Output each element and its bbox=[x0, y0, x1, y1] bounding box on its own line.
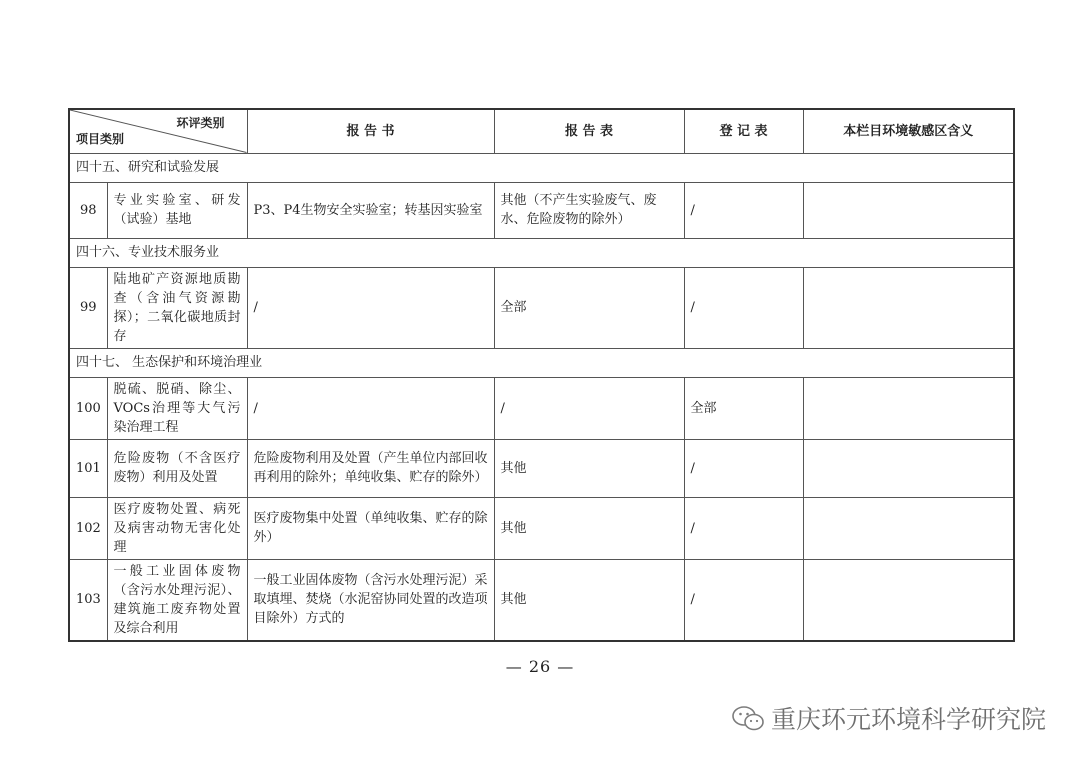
sensitive-area-cell bbox=[803, 439, 1014, 497]
col-header-report-book: 报 告 书 bbox=[247, 109, 494, 153]
row-number: 103 bbox=[69, 559, 107, 641]
wechat-icon bbox=[731, 705, 765, 731]
table-header-row bbox=[69, 109, 1014, 153]
report-book-cell: / bbox=[247, 267, 494, 348]
report-book-cell: P3、P4生物安全实验室；转基因实验室 bbox=[247, 182, 494, 238]
register-cell: / bbox=[684, 182, 803, 238]
project-category: 陆地矿产资源地质勘查（含油气资源勘探）；二氧化碳地质封存 bbox=[107, 267, 247, 348]
section-row-47 bbox=[69, 348, 1014, 377]
report-form-cell: 其他 bbox=[494, 439, 684, 497]
sensitive-area-cell bbox=[803, 267, 1014, 348]
diag-header-top: 环评类别 bbox=[176, 116, 225, 130]
project-category: 一般工业固体废物（含污水处理污泥）、建筑施工废弃物处置及综合利用 bbox=[107, 559, 247, 641]
register-cell: / bbox=[684, 267, 803, 348]
sensitive-area-cell bbox=[803, 182, 1014, 238]
table-row bbox=[69, 439, 1014, 497]
col-header-sensitive-area: 本栏目环境敏感区含义 bbox=[803, 109, 1014, 153]
report-form-cell: 全部 bbox=[494, 267, 684, 348]
report-form-cell: 其他 bbox=[494, 497, 684, 559]
row-number: 99 bbox=[69, 267, 107, 348]
sensitive-area-cell bbox=[803, 559, 1014, 641]
report-book-cell: / bbox=[247, 377, 494, 439]
report-form-cell: 其他 bbox=[494, 559, 684, 641]
section-title: 四十七、 生态保护和环境治理业 bbox=[69, 348, 1014, 377]
sensitive-area-cell bbox=[803, 377, 1014, 439]
register-cell: / bbox=[684, 497, 803, 559]
project-category: 脱硫、脱硝、除尘、VOCs治理等大气污染治理工程 bbox=[107, 377, 247, 439]
section-row-45 bbox=[69, 153, 1014, 182]
report-form-cell: / bbox=[494, 377, 684, 439]
register-cell: / bbox=[684, 559, 803, 641]
report-book-cell: 危险废物利用及处置（产生单位内部回收再利用的除外；单纯收集、贮存的除外） bbox=[247, 439, 494, 497]
diagonal-header-cell bbox=[69, 109, 247, 153]
row-number: 102 bbox=[69, 497, 107, 559]
sensitive-area-cell bbox=[803, 497, 1014, 559]
eia-classification-table bbox=[68, 108, 1015, 642]
row-number: 101 bbox=[69, 439, 107, 497]
project-category: 医疗废物处置、病死及病害动物无害化处理 bbox=[107, 497, 247, 559]
table-row bbox=[69, 377, 1014, 439]
section-title: 四十六、专业技术服务业 bbox=[69, 238, 1014, 267]
col-header-report-form: 报 告 表 bbox=[494, 109, 684, 153]
table-row bbox=[69, 267, 1014, 348]
register-cell: / bbox=[684, 439, 803, 497]
row-number: 100 bbox=[69, 377, 107, 439]
table-row bbox=[69, 497, 1014, 559]
page-number: — 26 — bbox=[505, 657, 575, 676]
project-category: 专业实验室、研发（试验）基地 bbox=[107, 182, 247, 238]
report-book-cell: 医疗废物集中处置（单纯收集、贮存的除外） bbox=[247, 497, 494, 559]
row-number: 98 bbox=[69, 182, 107, 238]
watermark bbox=[731, 700, 1046, 736]
report-book-cell: 一般工业固体废物（含污水处理污泥）采取填埋、焚烧（水泥窑协同处置的改造项目除外）方式的 bbox=[247, 559, 494, 641]
section-row-46 bbox=[69, 238, 1014, 267]
diag-header-bottom: 项目类别 bbox=[76, 131, 125, 146]
section-title: 四十五、研究和试验发展 bbox=[69, 153, 1014, 182]
report-form-cell: 其他（不产生实验废气、废水、危险废物的除外） bbox=[494, 182, 684, 238]
watermark-text: 重庆环元环境科学研究院 bbox=[770, 705, 1046, 734]
table-row bbox=[69, 559, 1014, 641]
register-cell: 全部 bbox=[684, 377, 803, 439]
col-header-register: 登 记 表 bbox=[684, 109, 803, 153]
project-category: 危险废物（不含医疗废物）利用及处置 bbox=[107, 439, 247, 497]
table-row bbox=[69, 182, 1014, 238]
